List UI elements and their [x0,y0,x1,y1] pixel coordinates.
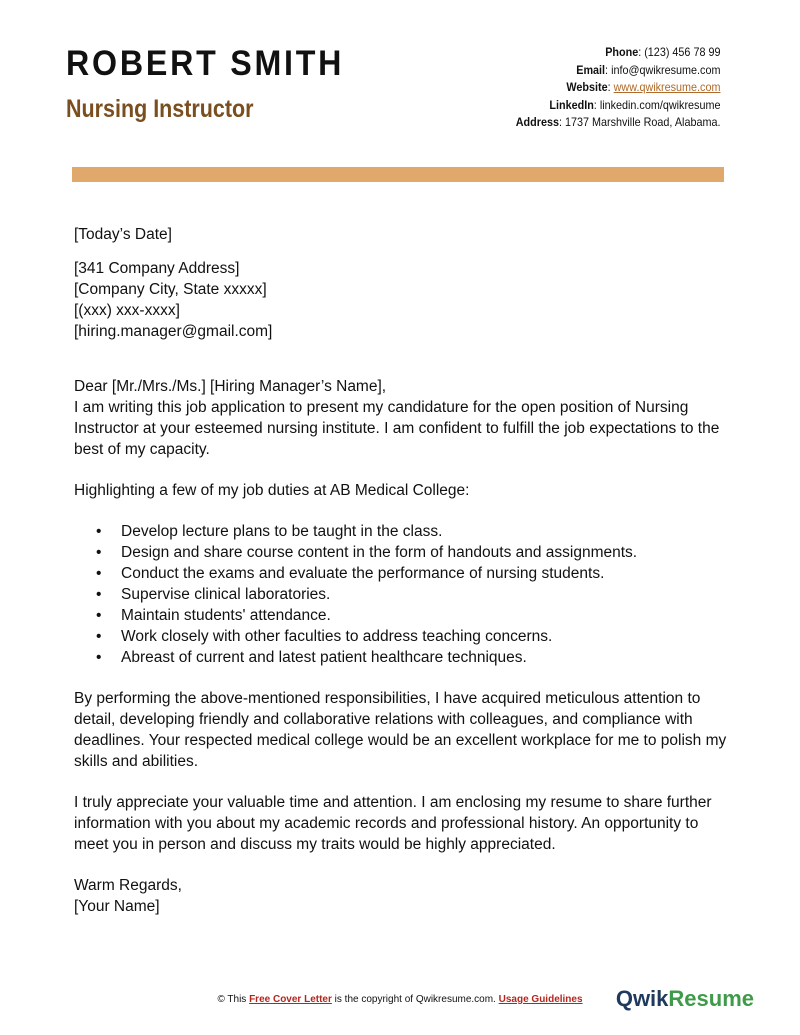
footer-prefix: © This [217,994,247,1005]
recipient-line: [341 Company Address] [74,260,240,277]
signature: [Your Name] [74,898,160,915]
address-value: 1737 Marshville Road, Alabama. [564,115,720,129]
closing-paragraph: I truly appreciate your valuable time and attention. I am enclosing my resume to share further information with you about my academic records and professional history. An opportunity to meet you in person and discuss my traits would be highly appreciated. [74,794,712,853]
job-title: Nursing Instructor [66,95,254,123]
qwikresume-logo [616,986,754,1012]
list-item: • Supervise clinical laboratories. [74,584,734,605]
salutation: Dear [Mr./Mrs./Ms.] [Hiring Manager’s Name], [74,378,387,395]
applicant-name: ROBERT SMITH [66,44,345,83]
recipient-block [74,258,734,342]
logo-part-qwik: Qwik [615,986,669,1011]
duties-intro: Highlighting a few of my job duties at AB Medical College: [74,482,470,499]
list-item: • Develop lecture plans to be taught in the class. [74,521,734,542]
contact-address: Address: 1737 Marshville Road, Alabama. [515,115,720,129]
letter-date: [Today’s Date] [74,226,172,243]
letter-body [74,224,734,917]
body-paragraph: By performing the above-mentioned responsibilities, I have acquired meticulous attention to detail, developing friendly and collaborative relations with colleagues, and compliance with deadlines. Your respected medical college would be an excellent workplace for me to polish my skills and abilities. [74,690,727,770]
recipient-line: [(xxx) xxx-xxxx] [74,302,180,319]
list-item: • Maintain students' attendance. [74,605,734,626]
contact-phone: Phone: (123) 456 78 99 [604,45,720,59]
contact-linkedin: LinkedIn: linkedin.com/qwikresume [548,97,720,112]
email-label: Email [575,62,605,77]
intro-paragraph: I am writing this job application to present my candidature for the open position of Nursing Instructor at your esteemed nursing institute. I am confident to fulfill the job expectations to the best of my capacity. [74,399,720,458]
linkedin-label: LinkedIn [548,97,594,112]
contact-block [515,44,720,132]
signoff: Warm Regards, [74,877,182,894]
recipient-line: [hiring.manager@gmail.com] [74,323,273,340]
phone-value: (123) 456 78 99 [643,45,720,59]
email-value: info@qwikresume.com [610,62,720,77]
linkedin-value: linkedin.com/qwikresume [599,97,720,112]
address-label: Address [515,115,559,129]
website-link[interactable]: www.qwikresume.com [613,80,720,94]
list-item: • Abreast of current and latest patient healthcare techniques. [74,647,734,668]
accent-divider-bar [72,167,724,182]
contact-email: Email: info@qwikresume.com [575,62,720,77]
footer-middle: is the copyright of Qwikresume.com. [334,994,496,1005]
list-item: • Conduct the exams and evaluate the performance of nursing students. [74,563,734,584]
recipient-line: [Company City, State xxxxx] [74,281,267,298]
duties-list [74,521,734,668]
website-label: Website [565,80,608,94]
free-cover-letter-link[interactable]: Free Cover Letter [249,994,332,1005]
logo-part-resume: Resume [668,986,754,1011]
contact-website: Website: www.qwikresume.com [565,80,720,94]
phone-label: Phone [604,45,638,59]
list-item: • Design and share course content in the form of handouts and assignments. [74,542,734,563]
list-item: • Work closely with other faculties to address teaching concerns. [74,626,734,647]
usage-guidelines-link[interactable]: Usage Guidelines [498,994,583,1005]
